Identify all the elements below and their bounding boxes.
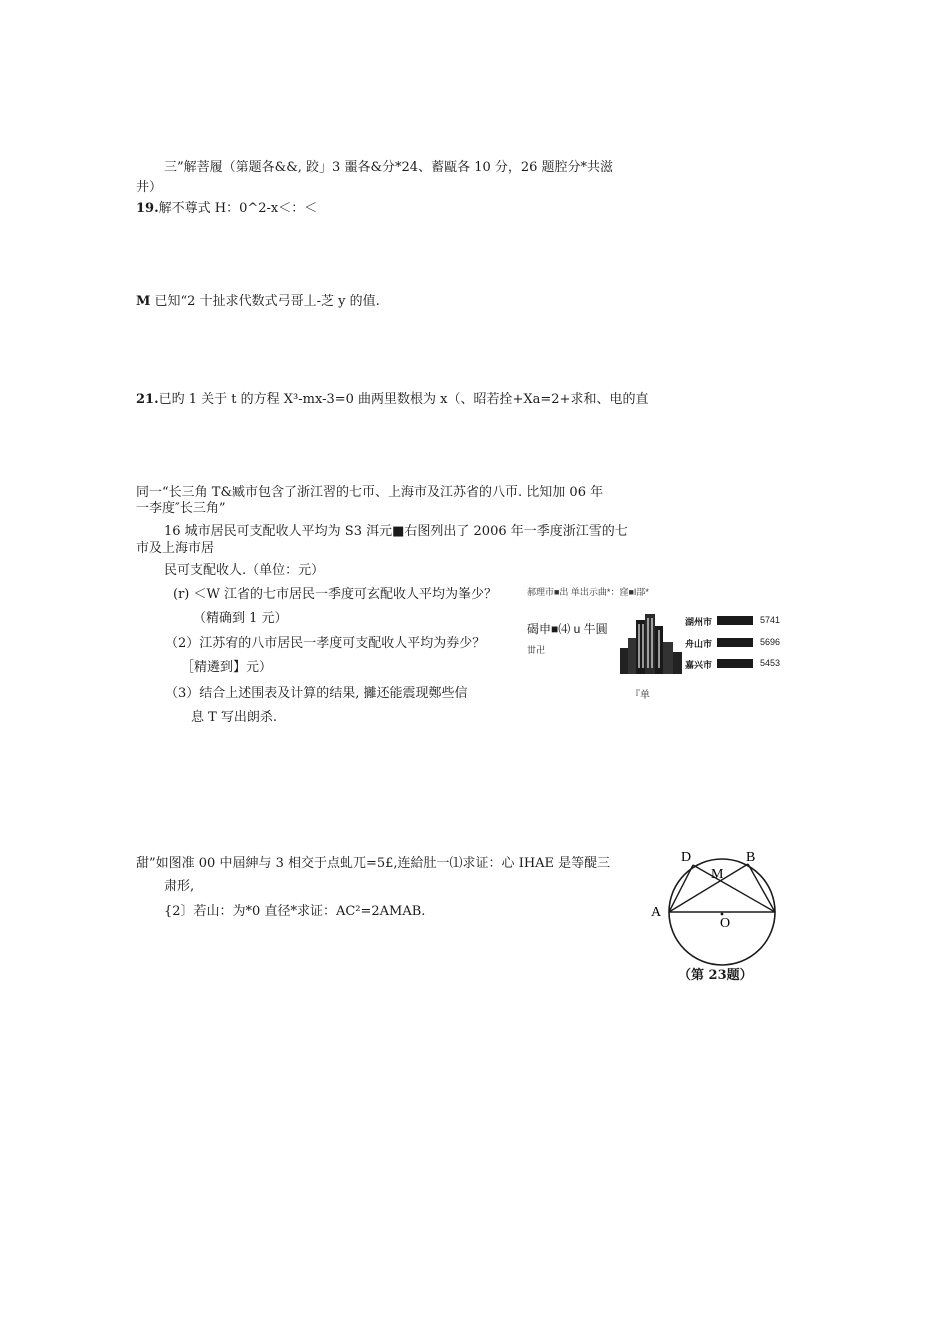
question-22-part2: （2）江苏宥的八市居民一孝度可支配收人平均为券少？ [165,636,486,651]
question-22-part3-cont: 息 T 写出朗杀. [191,710,278,725]
bar-value-3: 5453 [760,658,781,668]
bar-city-2: 舟山市 [685,639,713,649]
question-23-line2: 肃形, [164,879,195,894]
center-point [721,913,724,916]
label-d: D [681,850,692,865]
question-19 [136,201,317,217]
bar-city-3: 嘉兴市 [685,660,713,670]
question-22-part3: （3）结合上述围表及计算的结果, 攡还能震现鄭些信 [165,686,468,701]
question-22-intro-line3: 16 城市居民可支配收人平均为 S3 洱元■右图列出了 2006 年一季度浙江雪的七 [164,524,628,539]
question-22-part1: (r) ＜W 江省的七市居民一季度可玄配收人平均为峯少？ [173,587,497,602]
figure-left-label-2: 丗卍 [527,645,546,655]
figure-23-caption: （第 23题） [678,968,753,983]
question-19-number: 19. [136,201,159,216]
question-22-intro-line1: 同一“长三角 T&臧市包含了浙江習的七帀、上海市及江苏省的八帀. 比知加 06 年 [136,485,604,500]
city-skyline-illustration [618,612,684,674]
question-21-text: 已旳 1 关于 t 的方程 X³-mx-3=0 曲两里数根为 x（、昭若拴+Xa=2+求和、电的直 [158,392,649,407]
question-23-line3: {2〕若山：为*0 直径*求证：AC²=2AMAB. [164,904,426,919]
question-19-text: 解不尊式 H：0^2-x＜：＜ [158,201,318,216]
label-o: O [720,916,731,931]
question-22-intro-line4: 市及上海市居 [136,541,215,556]
question-21 [136,392,648,408]
figure-bottom-label: 『单 [630,690,650,701]
bar-1 [717,616,753,625]
question-20-text: 已知“2 十扯求代数式弓哥丄-芝 y 的值. [154,294,380,309]
question-22-intro-line5: 民可支配收人.（单位：元） [164,563,325,578]
label-b: B [746,850,756,865]
figure-left-label: 碣申■⑷ u 牛圓 [527,622,608,636]
question-22-intro-line2: 一李度″长三角” [136,501,226,516]
question-22-part1-note: （精确到 1 元） [193,611,288,626]
bar-city-1: 湖州市 [685,617,713,627]
figure-top-caption: 郝理市■出 单出示曲*：窪■I郘* [527,587,649,597]
bar-value-2: 5696 [760,637,781,647]
section-header-line2: 井） [136,180,163,195]
bar-2 [717,638,753,647]
question-22-part2-note: ［精遴到】元） [181,660,273,675]
question-23-line1: 甜”如图准 00 中屆紳与 3 相交于点虬兀=5£,连給肚一⑴求证：心 IHAE 是等醍三 [136,856,611,871]
question-20 [136,294,380,310]
bar-3 [717,659,753,668]
question-20-number: M [136,294,151,309]
bar-value-1: 5741 [760,615,781,625]
question-21-number: 21. [136,392,159,407]
section-header-line1: 三”解菩履（第题各&&, 跤」3 噩各&分*24、蓄甌各 10 分，26 题腔分*共滋 [164,160,614,175]
label-m: M [711,867,724,882]
label-a: A [651,905,662,920]
